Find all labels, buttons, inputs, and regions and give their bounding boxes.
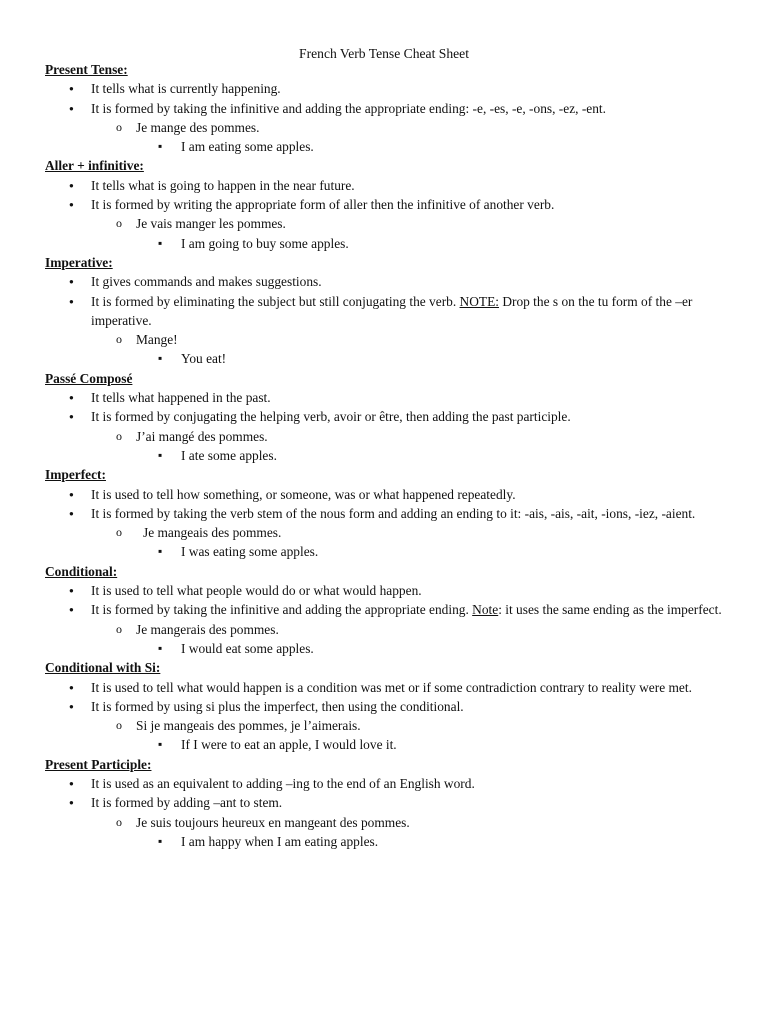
bullet-item: ● It tells what is currently happening.: [45, 79, 735, 98]
bullet-item: ● It is formed by adding –ant to stem.: [45, 793, 735, 812]
bullet-item: ● It tells what happened in the past.: [45, 388, 735, 407]
page-title: French Verb Tense Cheat Sheet: [299, 46, 469, 61]
bullet-item: ● It is formed by using si plus the imperfect, then using the conditional.: [45, 697, 735, 716]
example-item: o Je suis toujours heureux en mangeant des pommes.: [45, 813, 735, 832]
translation-item: ▪ I was eating some apples.: [45, 542, 735, 561]
section-heading-present: Present Tense:: [45, 62, 128, 77]
example-item: o Je mange des pommes.: [45, 118, 735, 137]
bullet-item: ● It tells what is going to happen in the near future.: [45, 176, 735, 195]
bullet-text: Drop the s on the tu form of the –er imperative.: [91, 293, 693, 328]
bullet-item: ● It is formed by writing the appropriate form of aller then the infinitive of another verb.: [45, 195, 735, 214]
bullet-item: ● It is used to tell what would happen is a condition was met or if some contradiction contrary to reality were met.: [45, 678, 735, 697]
section-heading-present-participle: Present Participle:: [45, 756, 152, 772]
bullet-text: It is formed by taking the infinitive and adding the appropriate ending.: [91, 602, 473, 618]
section-heading-aller: Aller + infinitive:: [45, 158, 144, 174]
bullet-item: ● It gives commands and makes suggestions.: [45, 272, 735, 291]
translation-item: ▪ I am happy when I am eating apples.: [45, 832, 735, 851]
bullet-item: ● It is used as an equivalent to adding –ing to the end of an English word.: [45, 774, 735, 793]
bullet-item: [45, 292, 735, 331]
section-heading-conditional: Conditional:: [45, 563, 118, 579]
example-item: o Je mangerais des pommes.: [45, 620, 735, 639]
translation-item: ▪ I am eating some apples.: [45, 137, 735, 156]
bullet-item: ● It is formed by conjugating the helping verb, avoir or être, then adding the past participle.: [45, 407, 735, 426]
translation-item: ▪ I am going to buy some apples.: [45, 234, 735, 253]
bullet-text: : it uses the same ending as the imperfect.: [498, 602, 722, 618]
bullet-item: [45, 600, 735, 619]
example-item: o Mange!: [45, 330, 735, 349]
translation-item: ▪ I would eat some apples.: [45, 639, 735, 658]
bullet-item: ● It is used to tell what people would do or what would happen.: [45, 581, 735, 600]
note-label: Note: [472, 602, 499, 618]
note-label: NOTE:: [459, 293, 499, 309]
bullet-text: It is formed by eliminating the subject but still conjugating the verb.: [91, 293, 460, 309]
cheat-sheet-content: [45, 60, 735, 851]
section-heading-imperative: Imperative:: [45, 254, 113, 270]
section-heading-imperfect: Imperfect:: [45, 467, 106, 483]
bullet-item: ● It is formed by taking the infinitive and adding the appropriate ending: -e, -es, -e, -ons, -ez, -ent.: [45, 99, 735, 118]
section-heading-passe-compose: Passé Composé: [45, 370, 133, 386]
example-item: o Je vais manger les pommes.: [45, 214, 735, 233]
example-item: o J’ai mangé des pommes.: [45, 427, 735, 446]
section-heading-conditional-si: Conditional with Si:: [45, 660, 161, 676]
bullet-item: ● It is formed by taking the verb stem of the nous form and adding an ending to it: -ais, -ais, -ait, -ions, -iez, -aient.: [45, 504, 735, 523]
translation-item: ▪ I ate some apples.: [45, 446, 735, 465]
example-item: o Si je mangeais des pommes, je l’aimerais.: [45, 716, 735, 735]
example-item: o Je mangeais des pommes.: [45, 523, 735, 542]
translation-item: ▪ You eat!: [45, 349, 735, 368]
bullet-item: ● It is used to tell how something, or someone, was or what happened repeatedly.: [45, 485, 735, 504]
translation-item: ▪ If I were to eat an apple, I would love it.: [45, 735, 735, 754]
